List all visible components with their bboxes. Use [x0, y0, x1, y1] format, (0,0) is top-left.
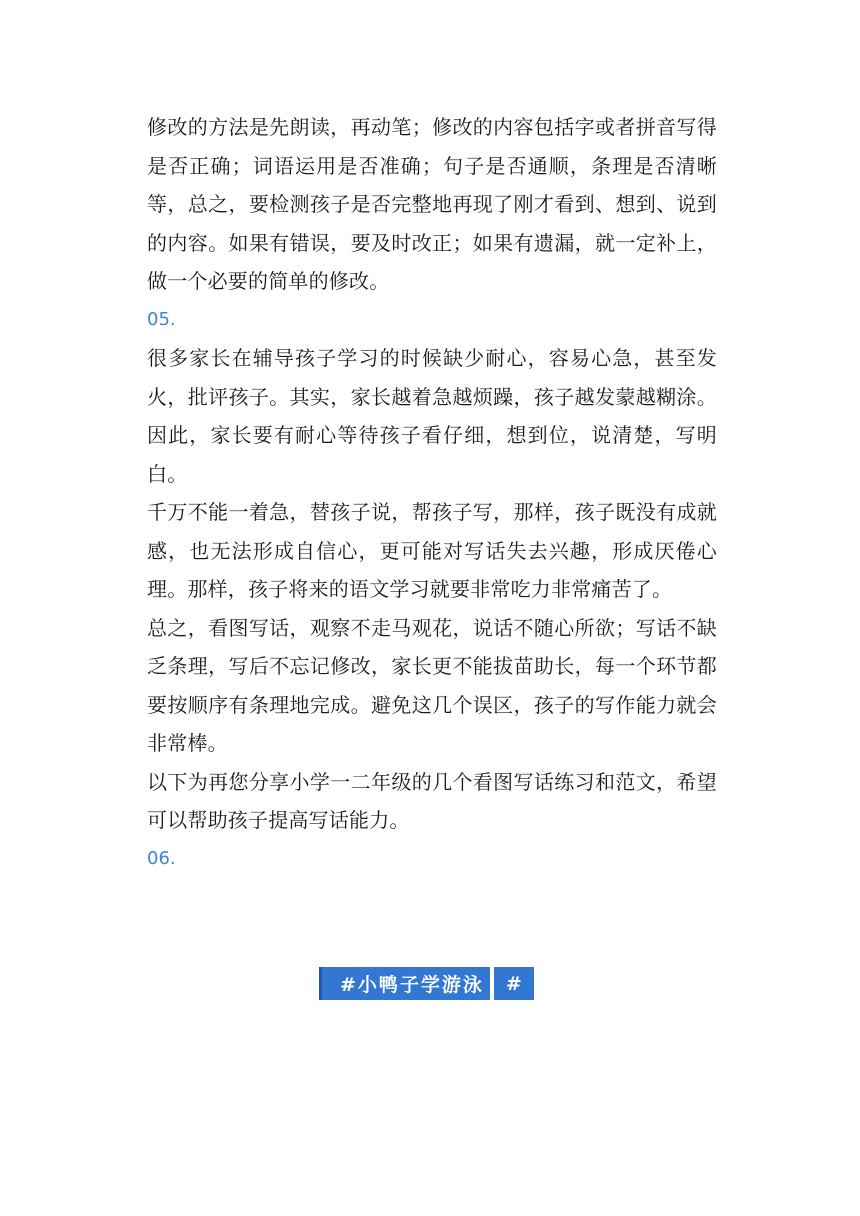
- paragraph-dont-rush: 千万不能一着急，替孩子说，帮孩子写，那样，孩子既没有成就感，也无法形成自信心，更可能对写话失去兴趣，形成厌倦心理。那样，孩子将来的语文学习就要非常吃力非常痛苦了。: [147, 500, 717, 601]
- paragraph-summary: 总之，看图写话，观察不走马观花，说话不随心所欲；写话不缺乏条理，写后不忘记修改，家长更不能拔苗助长，每一个环节都要按顺序有条理地完成。避免这几个误区，孩子的写作能力就会非常棒。: [147, 615, 717, 755]
- topic-title-hash: #: [494, 967, 534, 1000]
- paragraph-sharing: 以下为再您分享小学一二年级的几个看图写话练习和范文，希望可以帮助孩子提高写话能力。: [147, 769, 717, 832]
- topic-title-main: #小鸭子学游泳: [319, 967, 490, 1000]
- paragraph-revision-method: 修改的方法是先朗读，再动笔；修改的内容包括字或者拼音写得是否正确；词语运用是否准确；句子是否通顺，条理是否清晰等，总之，要检测孩子是否完整地再现了刚才看到、想到、说到的内容。如果有错误，要及时改正；如果有遗漏，就一定补上，做一个必要的简单的修改。: [147, 115, 717, 293]
- topic-title-banner: [319, 967, 534, 1000]
- section-number-06: 06.: [147, 847, 176, 869]
- paragraph-patience: 很多家长在辅导孩子学习的时候缺少耐心，容易心急，甚至发火，批评孩子。其实，家长越着急越烦躁，孩子越发蒙越糊涂。因此，家长要有耐心等待孩子看仔细，想到位，说清楚，写明白。: [147, 346, 717, 486]
- article-body: [147, 108, 717, 878]
- section-number-05: 05.: [147, 308, 176, 330]
